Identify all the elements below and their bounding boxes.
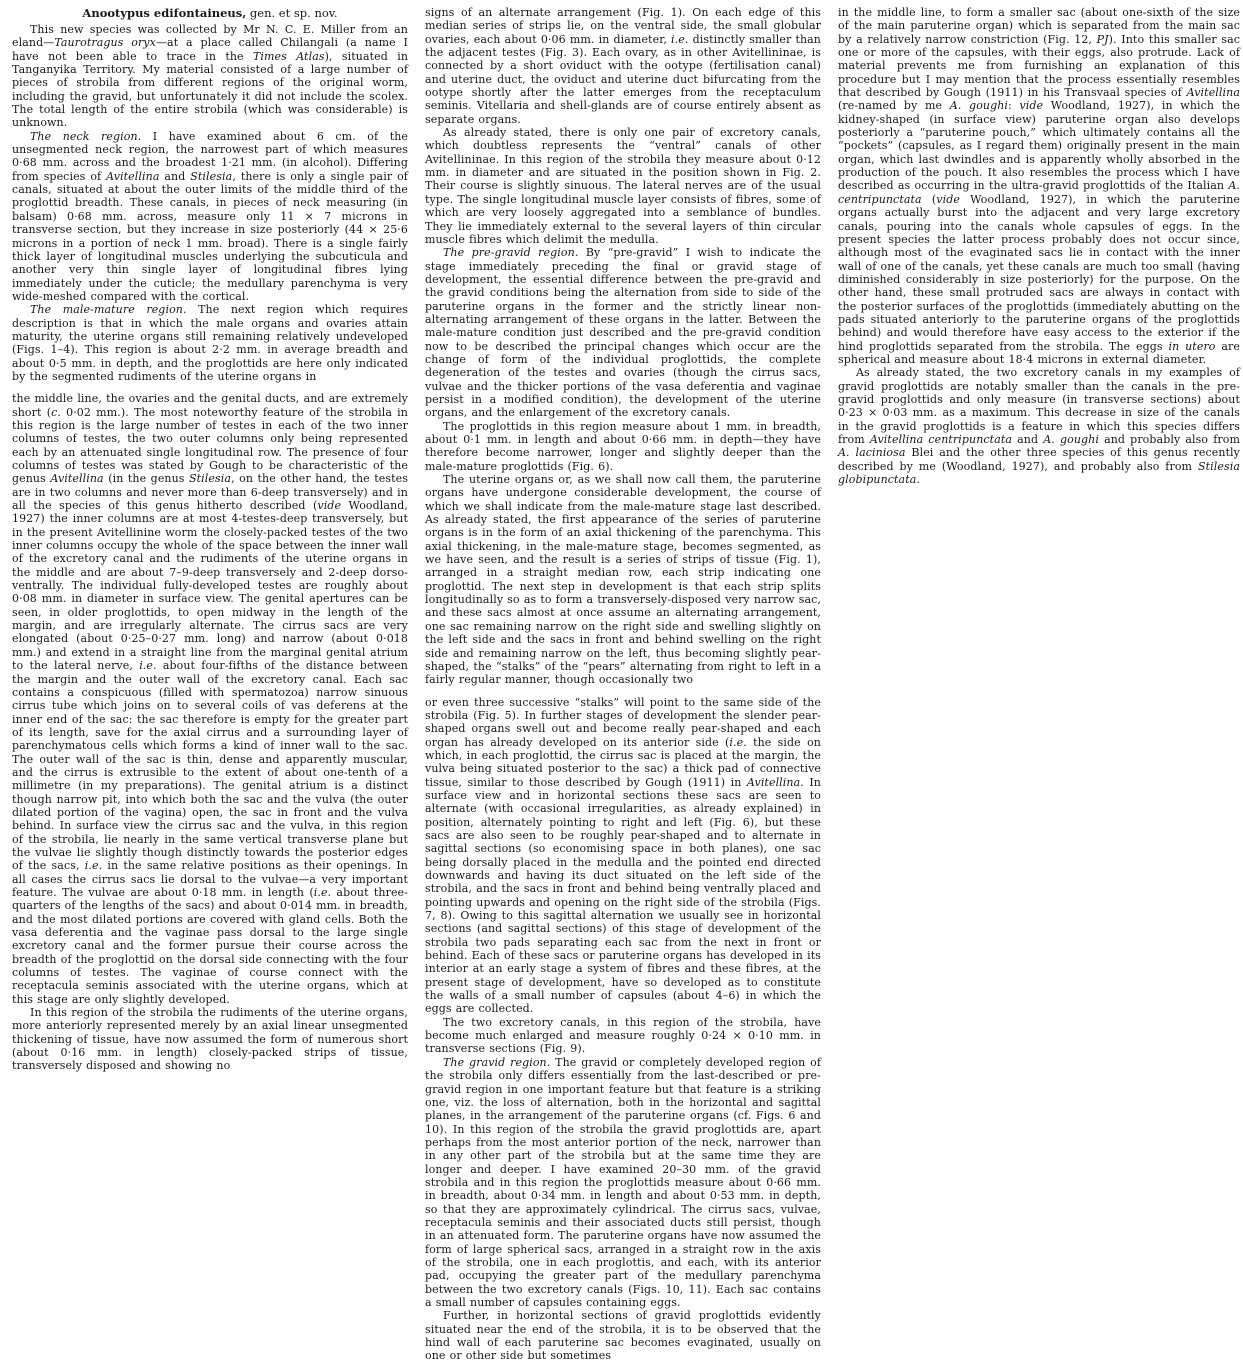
- title-suffix: gen. et sp. nov.: [246, 6, 338, 20]
- paragraph: The two excretory canals, in this region of the strobila, have become much enlarged and measure roughly 0·24 × 0·10 mm. in transverse sections (Fig. 9).: [425, 1015, 821, 1056]
- paragraph: The male-mature region. The next region which requires description is that in which the male organs and ovaries attain maturity, the uterine organs still remaining relatively undeveloped (Figs. 1–4). This region is about 2·2 mm. in average breadth and about 0·5 mm. in depth, and the proglottids are here only indicated by the segmented rudiments of the uterine organs in: [12, 303, 408, 383]
- paragraph: In this region of the strobila the rudiments of the uterine organs, more anteriorly represented merely by an axial linear unsegmented thickening of tissue, have now assumed the form of numerous short (about 0·16 mm. in length) closely-packed strips of tissue, transversely disposed and showing no: [12, 1006, 408, 1073]
- paragraph: This new species was collected by Mr N. C. E. Miller from an eland—Taurotragus oryx—at a place called Chilangali (a name I have not been able to trace in the Times Atlas), situated in Tanganyika Territory. My material consisted of a large number of pieces of strobila from different regions of the original worm, including the gravid, but unfortunately it did not include the scolex. The total length of the entire strobila (which was considerable) is unknown.: [12, 23, 409, 130]
- paragraph: The uterine organs or, as we shall now call them, the paruterine organs have undergone considerable development, the course of which we shall indicate from the male-mature stage last described. As already stated, the first appearance of the series of paruterine organs is in the form of an axial thickening of the parenchyma. This axial thickening, in the male-mature stage, becomes segmented, as we have seen, and the result is a series of strips of tissue (Fig. 1), arranged in a straight median row, each strip indicating one proglottid. The next step in development is that each strip splits longitudinally so as to form a transversely-disposed very narrow sac, and these sacs almost at once assume an alternating arrangement, one sac remaining narrow on the right side and swelling slightly on the left side and the sacs in front and behind swelling on the right side and remaining narrow on the left, thus becoming slightly pear-shaped, the “stalks” of the “pears” alternating from right to left in a fairly regular manner, though occasionally two: [425, 473, 821, 687]
- paragraph: Further, in horizontal sections of gravid proglottids evidently situated near the end of the strobila, it is to be observed that the hind wall of each paruterine sac becomes evaginated, usually on one or other side but sometimes: [425, 1309, 821, 1363]
- column-3: [838, 6, 1240, 1305]
- paragraph: The proglottids in this region measure about 1 mm. in breadth, about 0·1 mm. in length and about 0·66 mm. in depth—they have therefore become narrower, longer and slightly deeper than the male-mature proglottids (Fig. 6).: [425, 419, 821, 473]
- column-2: [425, 6, 822, 1363]
- column-1-text: [12, 23, 408, 1073]
- column-1: [12, 6, 408, 1305]
- paragraph: signs of an alternate arrangement (Fig. 1). On each edge of this median series of strips lie, on the ventral side, the small globular ovaries, each about 0·06 mm. in diameter, i.e. distinctly smaller than the adjacent testes (Fig. 3). Each ovary, as in other Avitellininae, is connected by a short oviduct with the ootype (fertilisation canal) and uterine duct, the oviduct and uterine duct bifurcating from the ootype shortly after the latter emerges from the receptaculum seminis. Vitellaria and shell-glands are of course entirely absent as separate organs.: [425, 6, 821, 126]
- species-name: Anootypus edifontaineus,: [82, 6, 247, 20]
- paragraph: or even three successive “stalks” will point to the same side of the strobila (Fig. 5). In further stages of development the slender pear-shaped organs swell out and become really pear-shaped and each organ has already developed on its anterior side (i.e. the side on which, in each proglottid, the cirrus sac is placed at the margin, the vulva being situated posterior to the sac) a thick pad of connective tissue, similar to those described by Gough (1911) in Avitellina. In surface view and in horizontal sections these sacs are seen to alternate (with occasional irregularities, as already explained) in position, alternately pointing to right and left (Fig. 6), but these sacs are also seen to be roughly pear-shaped and to alternate in sagittal sections (so economising space in both planes), one sac being dorsally placed in the medulla and the pointed end directed downwards and having its duct situated on the left side of the strobila, and the sacs in front and behind being ventrally placed and pointing upwards and opening on the right side of the strobila (Figs. 7, 8). Owing to this sagittal alternation we usually see in horizontal sections (and sagittal sections) of this stage of development of the strobila two pads separating each sac from the next in front or behind. Each of these sacs or paruterine organs has developed in its interior at an early stage a system of fibres and these fibres, at the present stage of development, have so developed as to constitute the walls of a small number of capsules (about 4–6) in which the eggs are collected.: [425, 695, 821, 1016]
- paragraph: the middle line, the ovaries and the genital ducts, and are extremely short (c. 0·02 mm.). The most noteworthy feature of the strobila in this region is the large number of testes in each of the two inner columns of testes, the two outer columns only being represented each by an attenuated single longitudinal row. The presence of four columns of testes was stated by Gough to be characteristic of the genus Avitellina (in the genus Stilesia, on the other hand, the testes are in two columns and never more than 6-deep transversely) and in all the species of this genus hitherto described (vide Woodland, 1927) the inner columns are at most 4-testes-deep transversely, but in the present Avitellinine worm the closely-packed testes of the two inner columns occupy the whole of the space between the inner wall of the excretory canal and the rudiments of the uterine organs in the middle and are about 7–9-deep transversely and 2-deep dorso-ventrally. The individual fully-developed testes are roughly about 0·08 mm. in diameter in surface view. The genital apertures can be seen, in older proglottids, to open midway in the length of the margin, and are irregularly alternate. The cirrus sacs are very elongated (about 0·25–0·27 mm. long) and narrow (about 0·018 mm.) and extend in a straight line from the marginal genital atrium to the lateral nerve, i.e. about four-fifths of the distance between the margin and the outer wall of the excretory canal. Each sac contains a conspicuous (filled with spermatozoa) narrow sinuous cirrus tube which joins on to several coils of vas deferens at the inner end of the sac: the sac therefore is empty for the greater part of its length, save for the axial cirrus and a surrounding layer of parenchymatous cells which forms a kind of inner wall to the sac. The outer wall of the sac is thin, dense and apparently muscular, and the cirrus is extrusible to the extent of about one-tenth of a millimetre (in my preparations). The genital atrium is a distinct though narrow pit, into which both the sac and the vulva (the outer dilated portion of the vagina) open, the sac in front and the vulva behind. In surface view the cirrus sac and the vulva, in this region of the strobila, lie nearly in the same vertical transverse plane but the vulvae lie slightly though distinctly towards the posterior edges of the sacs, i.e. in the same relative positions as their openings. In all cases the cirrus sacs lie dorsal to the vulvae—a very important feature. The vulvae are about 0·18 mm. in length (i.e. about three-quarters of the lengths of the sacs) and about 0·014 mm. in breadth, and the most dilated portions are covered with gland cells. Both the vasa deferentia and the vaginae pass dorsal to the large single excretory canal and the former pursue their course across the breadth of the proglottid on the dorsal side connecting with the four columns of testes. The vaginae of course connect with the receptacula seminis associated with the uterine organs, which at this stage are only slightly developed.: [12, 392, 409, 1006]
- column-3-text: [838, 6, 1240, 486]
- column-2-text: [425, 6, 821, 1363]
- paragraph: The neck region. I have examined about 6 cm. of the unsegmented neck region, the narrowest part of which measures 0·68 mm. across and the broadest 1·21 mm. (in alcohol). Differing from species of Avitellina and Stilesia, there is only a single pair of canals, situated at about the outer limits of the middle third of the proglottid breadth. These canals, in pieces of neck measuring (in balsam) 0·68 mm. across, measure only 11 × 7 microns in transverse section, but they increase in size posteriorly (44 × 25·6 microns in a portion of neck 1 mm. broad). There is a single fairly thick layer of longitudinal muscles underlying the subcuticula and another very thin single layer of longitudinal fibres lying immediately under the cuticle; the medullary parenchyma is very wide-meshed compared with the cortical.: [12, 129, 409, 303]
- paragraph: in the middle line, to form a smaller sac (about one-sixth of the size of the main paruterine organ) which is separated from the main sac by a relatively narrow constriction (Fig. 12, PJ). Into this smaller sac one or more of the capsules, with their eggs, also protrude. Lack of material prevents me from furnishing an explanation of this procedure but I may mention that the process essentially resembles that described by Gough (1911) in his Transvaal species of Avitellina (re-named by me A. goughi: vide Woodland, 1927), in which the kidney-shaped (in surface view) paruterine organ also develops posteriorly a “paruterine pouch,” which ultimately contains all the “pockets” (capsules, as I regard them) originally present in the main organ, which last dwindles and is apparently wholly absorbed in the production of the pouch. It also resembles the process which I have described as occurring in the ultra-gravid proglottids of the Italian A. centripunctata (vide Woodland, 1927), in which the paruterine organs actually burst into the adjacent and very large excretory canals, pouring into the canals whole capsules of eggs. In the present species the latter process probably does not occur since, although most of the evaginated sacs lie in contact with the inner wall of one of the canals, yet these canals are much too small (having diminished considerably in size posteriorly) for the purpose. On the other hand, these small protruded sacs are always in contact with the posterior surfaces of the proglottids (immediately abutting on the pads situated anteriorly to the paruterine organs of the proglottids behind) and would therefore have easy access to the exterior if the hind proglottids separated from the strobila. The eggs in utero are spherical and measure about 18·4 microns in external diameter.: [838, 6, 1241, 366]
- paragraph: The pre-gravid region. By “pre-gravid” I wish to indicate the stage immediately preceding the final or gravid stage of development, the essential difference between the pre-gravid and the gravid conditions being the alternation from side to side of the paruterine organs in the former and the strictly linear non-alternating arrangement of these organs in the latter. Between the male-mature condition just described and the pre-gravid condition now to be described the principal changes which occur are the change of form of the individual proglottids, the complete degeneration of the testes and ovaries (though the cirrus sacs, vulvae and the thicker portions of the vasa deferentia and vaginae persist in a modified condition), the development of the uterine organs, and the enlargement of the excretory canals.: [425, 246, 821, 420]
- article-title: [12, 6, 408, 20]
- paragraph: As already stated, there is only one pair of excretory canals, which doubtless represents the “ventral” canals of other Avitellininae. In this region of the strobila they measure about 0·12 mm. in diameter and are situated in the position shown in Fig. 2. Their course is slightly sinuous. The lateral nerves are of the usual type. The single longitudinal muscle layer consists of fibres, some of which are very loosely aggregated into a semblance of bundles. They lie immediately external to the several layers of thin circular muscle fibres which delimit the medulla.: [425, 126, 821, 246]
- paragraph: The gravid region. The gravid or completely developed region of the strobila only differs essentially from the last-described or pre-gravid region in one important feature but that feature is a striking one, viz. the loss of alternation, both in the horizontal and sagittal planes, in the arrangement of the paruterine organs (cf. Figs. 6 and 10). In this region of the strobila the gravid proglottids are, apart perhaps from the most anterior portion of the neck, narrower than in any other part of the strobila but at the same time they are longer and deeper. I have examined 20–30 mm. of the gravid strobila and in this region the proglottids measure about 0·66 mm. in breadth, about 0·34 mm. in length and about 0·53 mm. in depth, so that they are approximately cylindrical. The cirrus sacs, vulvae, receptacula seminis and their associated ducts still persist, though in an attenuated form. The paruterine organs have now assumed the form of large spherical sacs, arranged in a straight row in the axis of the strobila, one in each proglottis, and each, with its anterior pad, occupying the greater part of the medullary parenchyma between the two excretory canals (Figs. 10, 11). Each sac contains a small number of capsules containing eggs.: [425, 1055, 822, 1309]
- paragraph: As already stated, the two excretory canals in my examples of gravid proglottids are notably smaller than the canals in the pre-gravid proglottids and only measure (in transverse sections) about 0·23 × 0·03 mm. as a maximum. This decrease in size of the canals in the gravid proglottids is a feature in which this species differs from Avitellina centripunctata and A. goughi and probably also from A. laciniosa Blei and the other three species of this genus recently described by me (Woodland, 1927), and probably also from Stilesia globipunctata.: [838, 366, 1240, 487]
